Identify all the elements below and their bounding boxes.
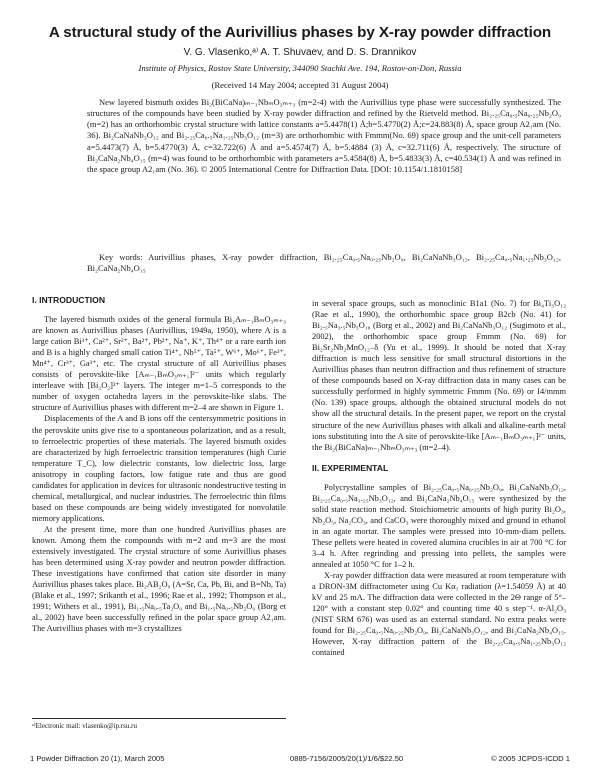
intro-paragraph-2: Displacements of the A and B ions off the centersymmetric positions in the perovskite units give rise to a spontaneous polarization, and as a result, to ferroelectric properties of these materials. The layered bismuth oxides are characterized by high ferroelectric transition temperatures (high Curie temperature T_C), low dielectric constants, low dielectric loss, large anisotropy in coupling factors, low fatigue rate and thus are good candidates for application in devices for ultrasonic nondestructive testing in chemical, metallurgical, and nuclear industries. The ferroelectric thin films based on these compounds are being widely investigated for nonvolatile memory applications. <box>32 414 286 523</box>
experimental-paragraph-1: Polycrystalline samples of Bi₂.₂₅Ca₀.₅Na₀.₂₅Nb₂O₉, Bi₂CaNaNb₃O₁₂, Bi₂.₂₅Ca₀.₅Na₁.₂₅Nb₃O₁₂, and Bi₂CaNa₂Nb₄O₁₅ were synthesized by the solid state reaction method. Stoichiometric amounts of high purity Bi₂O₃, Nb₂O₅, Na₂CO₃, and CaCO₃ were thoroughly mixed and ground in ethanol in an agate mortar. The samples were pressed into 10-mm-diam pellets. These pellets were heated in covered alumina crucibles in air at 700 °C for 3–4 h. After regrinding and pressing into pellets, the samples were annealed at 1050 °C for 1–2 h. <box>312 482 566 570</box>
section-heading-introduction: I. INTRODUCTION <box>32 295 106 305</box>
section-heading-experimental: II. EXPERIMENTAL <box>312 462 389 473</box>
received-dates: (Received 14 May 2004; accepted 31 August 2004) <box>211 80 389 90</box>
footnote-email: ᵃ⁾Electronic mail: vlasenko@ip.rsu.ru <box>32 718 286 730</box>
authors: V. G. Vlasenko,ᵃ⁾ A. T. Shuvaev, and D. S. Drannikov <box>183 47 417 58</box>
keywords: Key words: Aurivillius phases, X-ray powder diffraction, Bi₂.₂₅Ca₀.₅Na₀.₂₅Nb₂O₉, Bi₂CaNaNb₃O₁₂, Bi₂.₂₅Ca₀.₅Na₁.₂₅Nb₃O₁₂, Bi₂CaNa₂Nb₄O₁₅ <box>87 252 561 274</box>
intro-paragraph-1: The layered bismuth oxides of the general formula Bi₂Aₘ₋₁BₘO₃ₘ₊₃ are known as Aurivillius phases (Aurivillius, 1949a, 1950), where A is a large cation Bi³⁺, Ca²⁺, Sr²⁺, Ba²⁺, Pb²⁺, Na⁺, K⁺, Th⁴⁺ or a rare earth ion and B is a highly charged small cation Ti⁴⁺, Nb⁵⁺, Ta⁵⁺, W⁶⁺, Mo⁶⁺, Fe³⁺, Mn⁴⁺, Cr³⁺, Ga³⁺, etc. The crystal structure of all Aurivillius phases consists of perovskite-like [Aₘ₋₁BₘO₃ₘ₊₁]²⁻ units which regularly interleave with [Bi₂O₂]²⁺ layers. The integer m=1–5 corresponds to the number of oxygen octahedra layers in the perovskite-like slabs. The structure of Aurivillius phases with different m=2–4 are shown in Figure 1. <box>32 315 286 413</box>
page-footer <box>30 754 570 766</box>
footer-issn: 0885-7156/2005/20(1)/1/6/$22.50 <box>290 754 404 763</box>
paper-title: A structural study of the Aurivillius phases by X-ray powder diffraction <box>48 24 552 41</box>
right-column <box>312 298 566 658</box>
affiliation: Institute of Physics, Rostov State University, 344090 Stachki Ave. 194, Rostov-on-Don, Russia <box>138 63 462 73</box>
intro-paragraph-continued: in several space groups, such as monoclinic B1a1 (No. 7) for Bi₄Ti₃O₁₂ (Rae et al., 1990), the orthorhombic space group B2cb (No. 41) for Bi₂.₅Na₃.₅Nb₅O₁₈ (Borg et al., 2002) and Bi₂CaNaNb₃O₁₂ (Sugimoto et al., 2002), the orthorhombic space group Fmmm (No. 69) for Bi₂Sr₂Nb₂MnO₁₂₋δ (Yu et al., 1999). It should be noted that X-ray diffraction is much less sensitive for small structural distortions in the Aurivillius phases than neutron diffraction and thus refinement of structure of these compounds based on X-ray diffraction data in many cases can be successfully performed in highly symmetric Fmmm (No. 69) or I4/mmm (No. 139) space groups, although the obtained structural models do not show all the structural details. In the present paper, we report on the crystal structure of the new Aurivillius phases with alkali and alkaline-earth metal ions substituting into the A site of perovskite-like [Aₘ₋₁BₘO₃ₘ₊₁]²⁻ units, the Bi₂(BiCaNa)ₘ₋₁NbₘO₃ₘ₊₃ (m=2–4). <box>312 299 566 452</box>
experimental-paragraph-2: X-ray powder diffraction data were measured at room temperature with a DRON-3M diffractometer using Cu Kα₁ radiation (λ=1.54059 Å) at 40 kV and 25 mA. The diffraction data were collected in the 2Θ range of 5°–120° with a constant step 0.02° and counting time 40 s step⁻¹. α-Al₂O₃ (NIST SRM 676) was used as an external standard. No extra peaks were found for Bi₂.₂₅Ca₀.₅Na₀.₂₅Nb₂O₉, Bi₂CaNaNb₃O₁₂, and Bi₂CaNa₂Nb₄O₁₅. However, X-ray diffraction pattern of the Bi₂.₂₅Ca₀.₅Na₁.₂₅Nb₃O₁₂ contained <box>312 571 566 658</box>
intro-paragraph-3: At the present time, more than one hundred Aurivillius phases are known. Among them the compounds with m=2 and m=3 are the most extensively investigated. The crystal structure of some Aurivillius phases has been determined using X-ray powder and neutron powder diffraction. These investigations have confirmed that cation site disorder in many Aurivillius phases takes place. Bi₂AB₂O₉ (A=Sr, Ca, Pb, Bi, and B=Nb, Ta) (Blake et al., 1997; Srikanth et al., 1996; Rae et al., 1992; Thompson et al., 1991; Withers et al., 1991), Bi₁.₅Na₀.₅Ta₂O₉ and Bi₁.₅Na₀.₅Nb₂O₉ (Borg et al., 2002) have been successfully refined in the polar space group A2₁am. The Aurivillius phases with m=3 crystallizes <box>32 524 286 634</box>
abstract: New layered bismuth oxides Bi₂(BiCaNa)ₘ₋₁NbₘO₃ₘ₊₃ (m=2-4) with the Aurivillius type phase were successfully synthesized. The structures of the compounds have been studied by X-ray powder diffraction and refined by the Rietveld method. Bi₂.₂₅Ca₀.₅Na₀.₂₅Nb₂O₉ (m=2) has an orthorhombic crystal structure with lattice constants a=5.4478(1) Å;b=5.4770(2) Å;c=24.883(8) Å, space group A2₁am (No. 36). Bi₂CaNaNb₃O₁₂ and Bi₂.₂₅Ca₀.₅Na₁.₂₅Nb₃O₁₂ (m=3) are orthorhombic with Fmmm(No. 69) space group and the unit-cell parameters a=5.4473(7) Å, b=5.4770(3) Å, c=32.722(6) Å and a=5.4574(7) Å, b=5.4884 (3) Å, c=32.711(6) Å, respectively. The structure of Bi₂CaNa₂Nb₄O₁₅ (m=4) was found to be orthorhombic with parameters a=5.4584(8) Å, b=5.4833(3) Å, c=40.534(1) Å and was refined in the space group A2₁am (No. 36). © 2005 International Centre for Diffraction Data. [DOI: 10.1154/1.1810158] <box>87 97 561 174</box>
footer-journal: 1 Powder Diffraction 20 (1), March 2005 <box>30 754 165 763</box>
left-column <box>32 295 286 634</box>
footer-copyright: © 2005 JCPDS-ICDD 1 <box>490 754 570 763</box>
